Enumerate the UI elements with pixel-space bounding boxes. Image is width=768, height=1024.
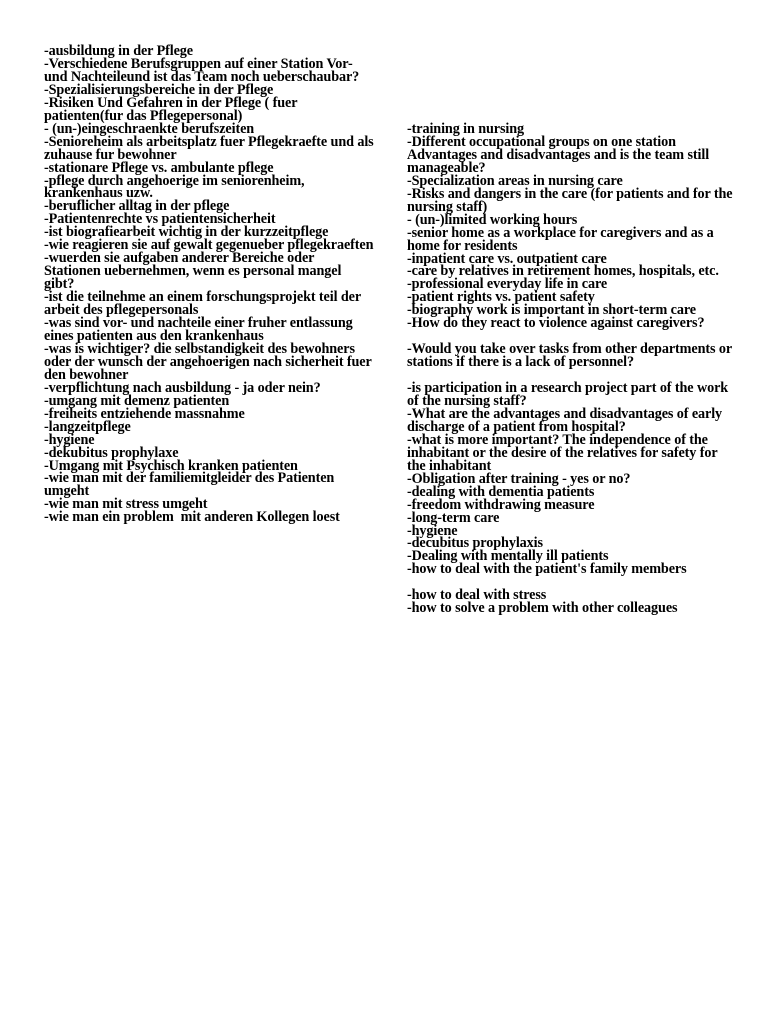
- list-item: -Patientenrechte vs patientensicherheit: [44, 211, 276, 228]
- list-item: -is participation in a research project part of the work of the nursing staff?: [407, 380, 732, 409]
- list-item: -freiheits entziehende massnahme: [44, 405, 245, 422]
- list-item: -care by relatives in retirement homes, hospitals, etc.: [407, 263, 719, 280]
- list-item: -Specialization areas in nursing care: [407, 172, 623, 189]
- list-item: -umgang mit demenz patienten: [44, 392, 230, 409]
- list-item: -inpatient care vs. outpatient care: [407, 250, 607, 267]
- list-item: -Obligation after training - yes or no?: [407, 470, 631, 487]
- list-item: -wie reagieren sie auf gewalt gegenueber pflegekraeften: [44, 237, 374, 254]
- list-item: -what is more important? The independence of the inhabitant or the desire of the relatives for safety for the inhabitant: [407, 431, 721, 474]
- list-item: -stationare Pflege vs. ambulante pflege: [44, 159, 274, 176]
- list-item: - (un-)limited working hours: [407, 211, 578, 228]
- list-item: -dealing with dementia patients: [407, 483, 595, 500]
- list-item: -wuerden sie aufgaben anderer Bereiche oder Stationen uebernehmen, wenn es personal mangel gibt?: [44, 250, 345, 293]
- list-item: -wie man ein problem mit anderen Kollegen loest: [44, 509, 340, 526]
- list-item: -hygiene: [407, 522, 458, 539]
- list-item: -how to deal with the patient's family members: [407, 561, 687, 578]
- list-item: -Spezialisierungsbereiche in der Pflege: [44, 81, 274, 98]
- list-item: -was is wichtiger? die selbstandigkeit des bewohners oder der wunsch der angehoerigen nach sicherheit fuer den bewohner: [44, 340, 375, 383]
- german-topic-list: [44, 43, 378, 526]
- list-item: -langzeitpflege: [44, 418, 131, 435]
- list-item: -hygiene: [44, 431, 95, 448]
- list-item: -How do they react to violence against caregivers?: [407, 315, 705, 332]
- list-item: -how to deal with stress: [407, 587, 547, 604]
- list-item: -training in nursing: [407, 121, 525, 137]
- list-item: -Different occupational groups on one station Advantages and disadvantages and is the team still manageable?: [407, 133, 713, 176]
- list-item: -Senioreheim als arbeitsplatz fuer Pflegekraefte und als zuhause fur bewohner: [44, 133, 378, 163]
- list-item: -long-term care: [407, 509, 500, 526]
- list-item: -ist biografiearbeit wichtig in der kurzzeitpflege: [44, 224, 329, 241]
- list-item: -patient rights vs. patient safety: [407, 289, 595, 306]
- list-item: -beruflicher alltag in der pflege: [44, 198, 230, 215]
- list-item: -Would you take over tasks from other departments or stations if there is a lack of personnel?: [407, 341, 736, 371]
- list-item: -Umgang mit Psychisch kranken patienten: [44, 457, 298, 474]
- list-item: -senior home as a workplace for caregivers and as a home for residents: [407, 224, 718, 254]
- list-item: -Risiken Und Gefahren in der Pflege ( fuer patienten(fur das Pflegepersonal): [44, 94, 301, 124]
- list-item: -professional everyday life in care: [407, 276, 608, 293]
- list-item: -What are the advantages and disadvantages of early discharge of a patient from hospital?: [407, 405, 726, 435]
- list-item: -freedom withdrawing measure: [407, 496, 595, 513]
- list-item: -wie man mit der familiemitgleider des Patienten umgeht: [44, 470, 338, 500]
- list-item: -decubitus prophylaxis: [407, 535, 543, 552]
- list-item: -how to solve a problem with other colleagues: [407, 600, 678, 617]
- list-item: -wie man mit stress umgeht: [44, 496, 208, 513]
- list-item: -ausbildung in der Pflege: [44, 43, 193, 59]
- list-item: -ist die teilnehme an einem forschungsprojekt teil der arbeit des pflegepersonals: [44, 289, 365, 319]
- list-item: -dekubitus prophylaxe: [44, 444, 179, 461]
- english-topic-list: [407, 123, 737, 615]
- list-item: -verpflichtung nach ausbildung - ja oder nein?: [44, 379, 321, 396]
- list-item: -Dealing with mentally ill patients: [407, 548, 609, 565]
- list-item: -Verschiedene Berufsgruppen auf einer Station Vor- und Nachteileund ist das Team noch ueberschaubar?: [44, 55, 360, 85]
- list-item: - (un-)eingeschraenkte berufszeiten: [44, 120, 255, 137]
- list-item: -biography work is important in short-term care: [407, 302, 697, 319]
- list-item: -was sind vor- und nachteile einer fruher entlassung eines patienten aus den krankenhaus: [44, 315, 357, 344]
- list-item: -Risks and dangers in the care (for patients and for the nursing staff): [407, 185, 736, 215]
- list-item: -pflege durch angehoerige im seniorenheim, krankenhaus uzw.: [44, 172, 308, 202]
